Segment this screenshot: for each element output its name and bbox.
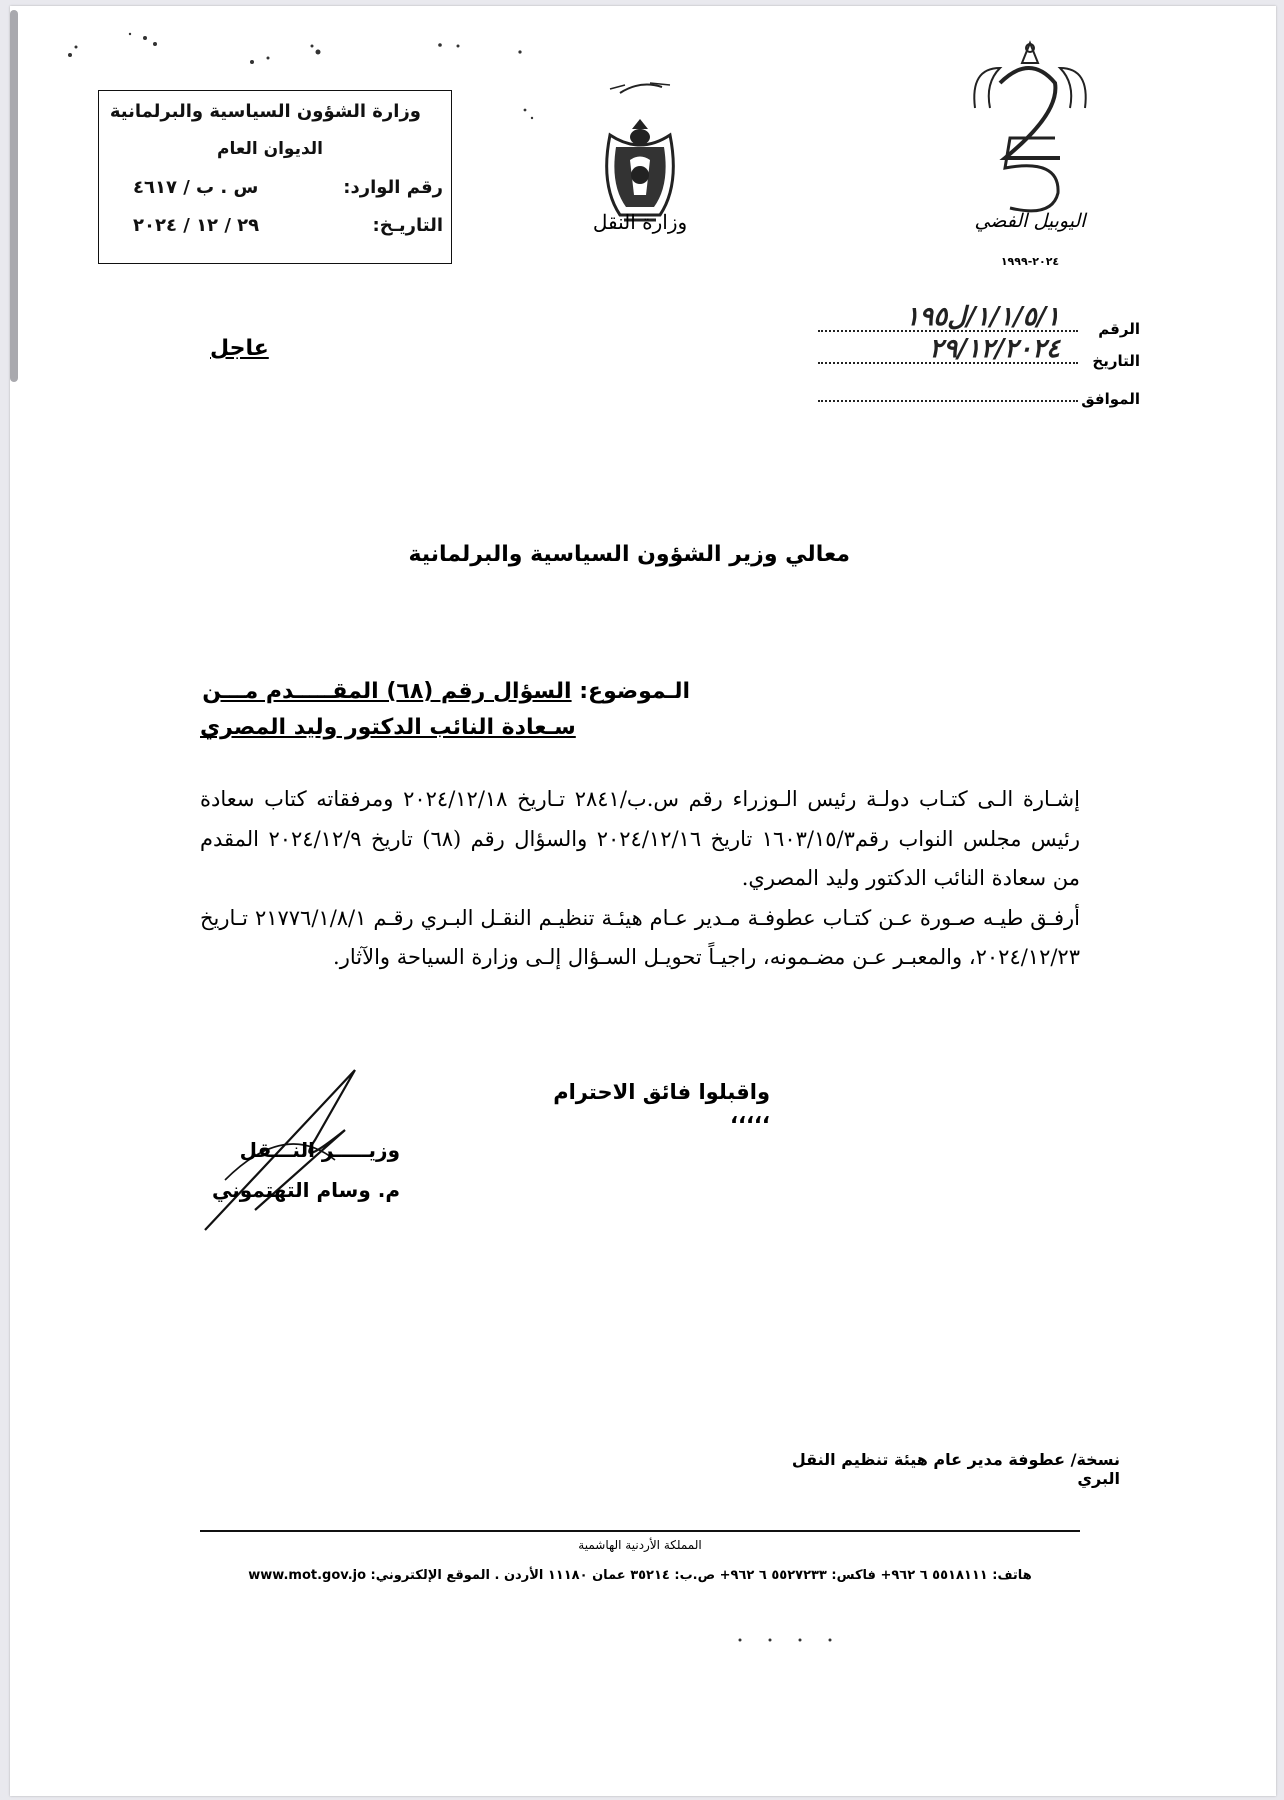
body-paragraph-1: إشـارة الـى كتـاب دولـة رئيس الـوزراء رقم س.ب/٢٨٤١ تـاريخ ٢٠٢٤/١٢/١٨ ومرفقاته كتاب سعادة رئيس مجلس النواب رقم١٦٠٣/١٥/٣ تاريخ ٢٠٢٤/١٢/١٦ والسؤال رقم (٦٨) تاريخ ٢٠٢٤/١٢/٩ المقدم من سعادة النائب الدكتور وليد المصري. [200, 787, 1081, 890]
ministry-name: وزارة النقل [592, 210, 688, 234]
subject-line-1: السؤال رقم (٦٨) المقـــــدم مـــن [202, 679, 572, 704]
copy-to: نسخة/ عطوفة مدير عام هيئة تنظيم النقل البري [791, 1450, 1120, 1488]
footer-contact: هاتف: ٥٥١٨١١١ ٦ ٩٦٢+ فاكس: ٥٥٢٧٢٣٣ ٦ ٩٦٢+ ص.ب: ٣٥٢١٤ عمان ١١١٨٠ الأردن . الموقع الإلكتروني: www.mot.gov.jo [248, 1568, 1032, 1583]
stamp-incoming-label: رقم الوارد: [343, 177, 443, 198]
reference-corresponding-row [800, 390, 1140, 408]
closing-line: واقبلوا فائق الاحترام ،،،،، [553, 1080, 770, 1128]
reference-date-row [800, 334, 1140, 370]
stamp-date-row [113, 215, 443, 236]
reference-corresponding-label: الموافق [1081, 390, 1140, 408]
footer-country: المملكة الأردنية الهاشمية [578, 1538, 702, 1552]
stamp-incoming-value: س . ب / ٤٦١٧ [133, 177, 259, 198]
stamp-ministry: وزارة الشؤون السياسية والبرلمانية [109, 101, 421, 122]
jubilee-name: اليوبيل الفضي [974, 210, 1086, 232]
stamp-incoming-row [113, 177, 443, 198]
reference-date-value: ٢٩/١٢/٢٠٢٤ [929, 334, 1060, 364]
addressee: معالي وزير الشؤون السياسية والبرلمانية [408, 542, 850, 567]
stamp-date-label: التاريـخ: [372, 215, 443, 236]
incoming-stamp [98, 90, 452, 264]
urgent-label: عاجل [210, 336, 269, 361]
reference-block [800, 300, 1140, 420]
jubilee-years: ٢٠٢٤-١٩٩٩ [1000, 255, 1060, 268]
silver-jubilee-logo [960, 38, 1100, 228]
subject-label: الـموضوع: [579, 679, 690, 704]
footer-divider [200, 1530, 1080, 1532]
stamp-department: الديوان العام [217, 139, 323, 159]
reference-number-label: الرقم [1098, 320, 1140, 338]
stamp-date-value: ٢٩ / ١٢ / ٢٠٢٤ [133, 215, 260, 236]
signatory-title: وزيـــــر النـــقل [239, 1138, 400, 1162]
signatory-name: م. وسام التهتموني [211, 1178, 400, 1202]
reference-number-value: ١/١/٥/١/ل١٩٥ [905, 302, 1060, 332]
subject-line-2: سـعادة النائب الدكتور وليد المصري [200, 715, 576, 740]
signatory-block [200, 1130, 400, 1210]
vertical-scrollbar[interactable] [10, 10, 18, 382]
letter-body [200, 780, 1080, 978]
body-paragraph-2: أرفـق طيـه صـورة عـن كتـاب عطوفـة مـدير عـام هيئـة تنظيـم النقـل البـري رقـم ٢١٧٧٦/١/٨/١ تـاريخ ٢٠٢٤/١٢/٢٣، والمعبـر عـن مضـمونه، راجيـاً تحويـل السـؤال إلـى وزارة السياحة والآثار. [200, 905, 1080, 969]
subject-block [200, 674, 690, 746]
reference-date-label: التاريخ [1092, 352, 1140, 370]
